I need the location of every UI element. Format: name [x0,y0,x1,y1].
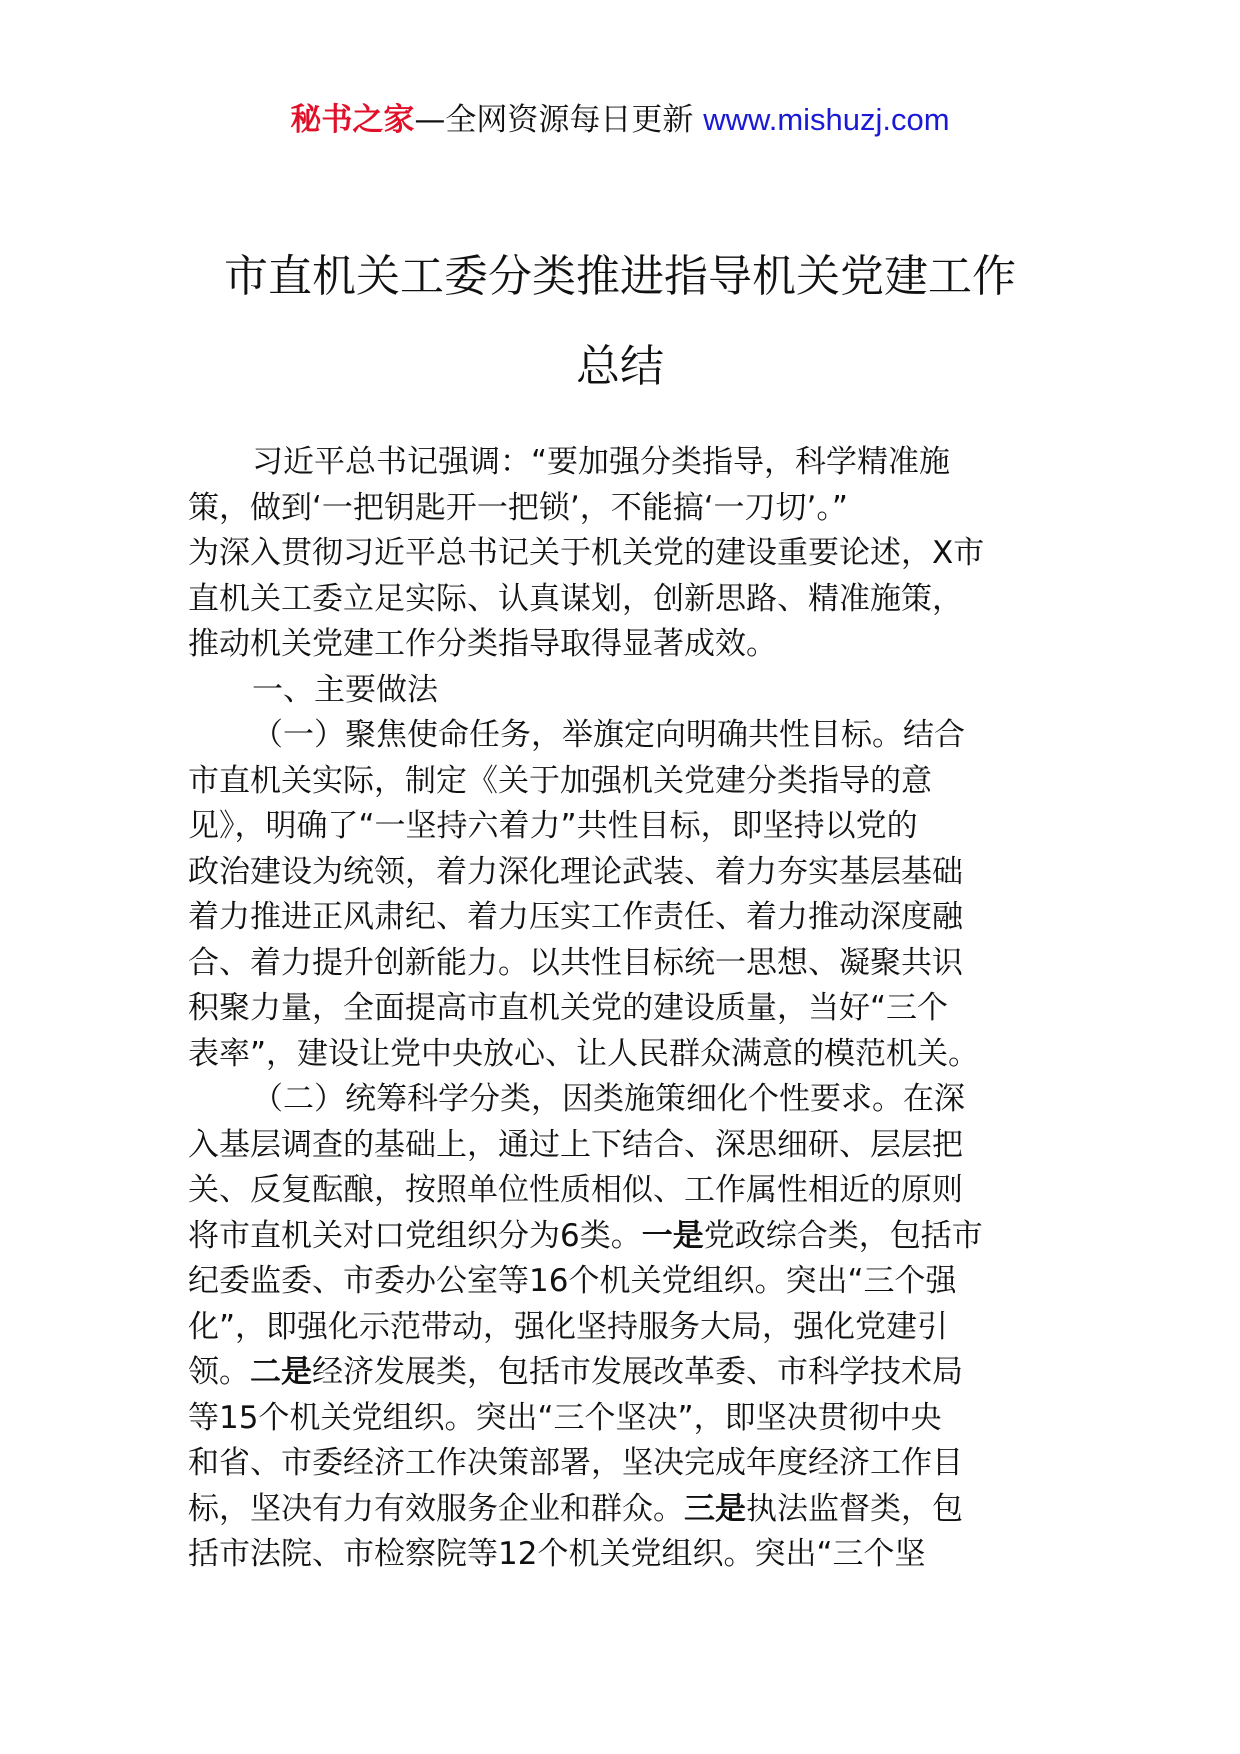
body-line [188,1487,1050,1533]
body-text: 领。 [188,1354,250,1390]
body-line: 习近平总书记强调：“要加强分类指导，科学精准施 [252,444,951,480]
body-line [188,1214,1050,1260]
body-line: 表率”，建设让党中央放心、让人民群众满意的模范机关。 [188,1035,980,1072]
body-text: 将市直机关对口党组织分为6类。 [188,1217,642,1254]
body-text: 经济发展类，包括市发展改革委、市科学技术局 [312,1354,963,1390]
body-line: （二）统筹科学分类，因类施策细化个性要求。在深 [252,1081,965,1117]
body-line: 策，做到‘一把钥匙开一把锁’，不能搞‘一刀切’。” [188,489,848,526]
document-body [188,440,1050,1578]
body-line: 为深入贯彻习近平总书记关于机关党的建设重要论述，X市 [188,535,985,571]
body-line: 化”，即强化示范带动，强化坚持服务大局，强化党建引 [188,1308,949,1345]
bold-marker: 二是 [250,1354,312,1390]
body-line: 政治建设为统领，着力深化理论武装、着力夯实基层基础 [188,853,963,890]
body-line: 见》，明确了“一坚持六着力”共性目标，即坚持以党的 [188,808,918,844]
body-line: 等15个机关党组织。突出“三个坚决”，即坚决贯彻中央 [188,1399,942,1436]
brand-name: 秘书之家 [290,102,415,138]
body-line: 括市法院、市检察院等12个机关党组织。突出“三个坚 [188,1536,926,1572]
bold-marker: 三是 [684,1490,746,1527]
body-line: 直机关工委立足实际、认真谋划，创新思路、精准施策， [188,580,963,617]
body-line: 关、反复酝酿，按照单位性质相似、工作属性相近的原则 [188,1172,963,1208]
section-heading: 一、主要做法 [252,671,438,708]
body-text: 执法监督类，包 [746,1490,963,1527]
document-header [0,100,1240,140]
bold-marker: 一是 [641,1217,704,1254]
body-line: 和省、市委经济工作决策部署，坚决完成年度经济工作目 [188,1445,963,1481]
body-line: 入基层调查的基础上，通过上下结合、深思细研、层层把 [188,1126,963,1163]
body-line [188,1350,1050,1396]
body-line: 推动机关党建工作分类指导取得显著成效。 [188,626,777,662]
body-line: 合、着力提升创新能力。以共性目标统一思想、凝聚共识 [188,944,963,981]
website-link[interactable]: www.mishuzj.com [703,102,950,137]
body-line: 积聚力量，全面提高市直机关党的建设质量，当好“三个 [188,990,949,1026]
header-tagline: —全网资源每日更新 [414,102,704,138]
body-line: 着力推进正风肃纪、着力压实工作责任、着力推动深度融 [188,899,963,935]
body-line: 市直机关实际，制定《关于加强机关党建分类指导的意 [188,762,932,799]
document-title [150,232,1090,412]
body-text: 标，坚决有力有效服务企业和群众。 [188,1490,684,1527]
body-text: 党政综合类，包括市 [703,1217,983,1254]
title-line-1: 市直机关工委分类推进指导机关党建工作 [224,251,1016,302]
body-line: 纪委监委、市委办公室等16个机关党组织。突出“三个强 [188,1263,957,1299]
title-line-2: 总结 [576,341,664,392]
body-line: （一）聚焦使命任务，举旗定向明确共性目标。结合 [252,717,965,753]
